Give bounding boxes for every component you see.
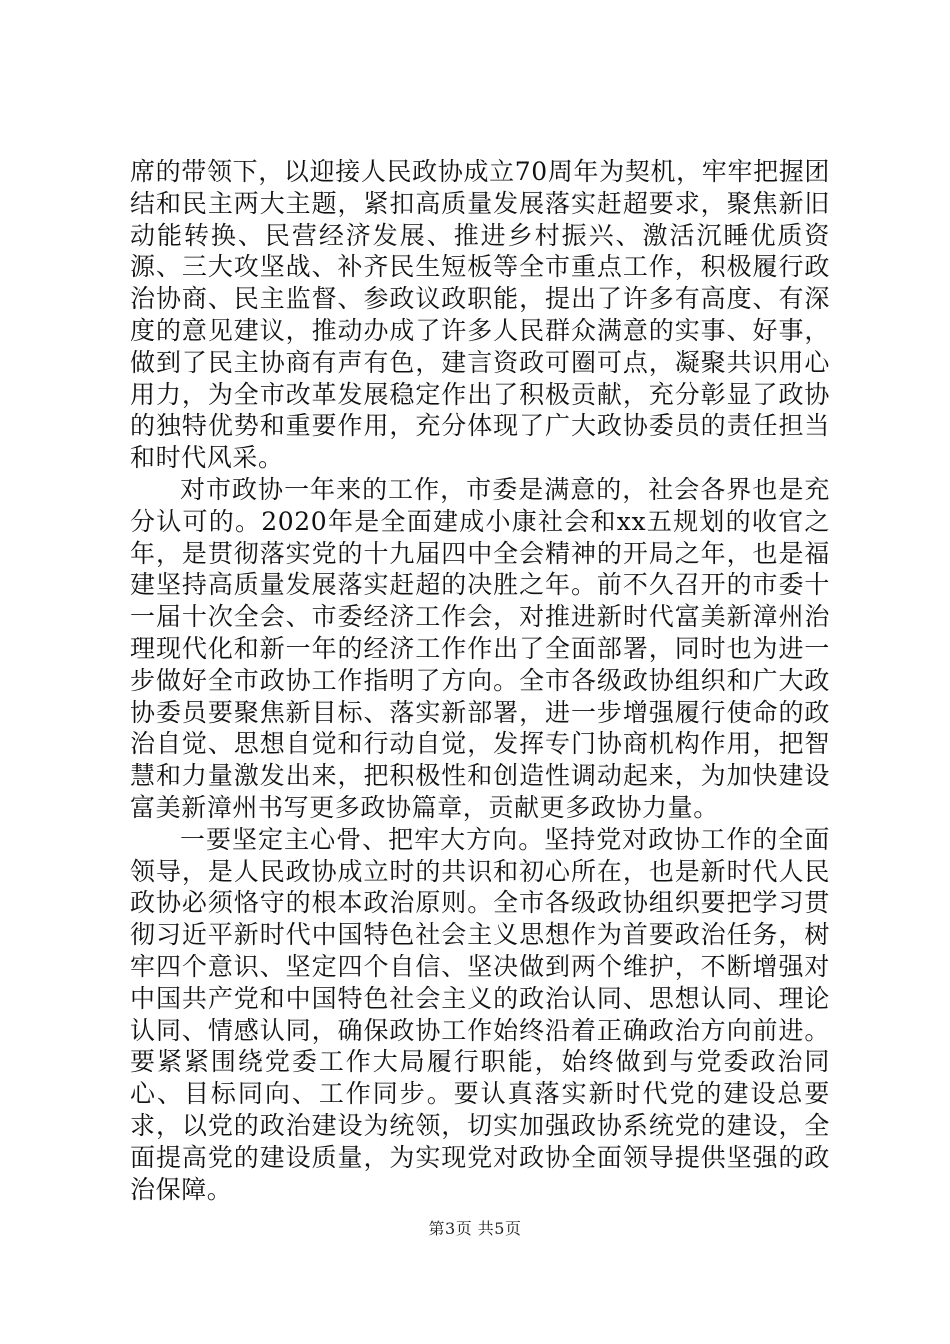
paragraph-1: 席的带领下，以迎接人民政协成立70周年为契机，牢牢把握团结和民主两大主题，紧扣高质量发展落实赶超要求，聚焦新旧动能转换、民营经济发展、推进乡村振兴、激活沉睡优质资源、三大攻坚战、补齐民生短板等全市重点工作，积极履行政治协商、民主监督、参政议政职能，提出了许多有高度、有深度的意见建议，推动办成了许多人民群众满意的实事、好事，做到了民主协商有声有色，建言资政可圈可点，凝聚共识用心用力，为全市改革发展稳定作出了积极贡献，充分彰显了政协的独特优势和重要作用，充分体现了广大政协委员的责任担当和时代风采。 — [130, 157, 830, 473]
paragraph-3: 一要坚定主心骨、把牢大方向。坚持党对政协工作的全面领导，是人民政协成立时的共识和初心所在，也是新时代人民政协必须恪守的根本政治原则。全市各级政协组织要把学习贯彻习近平新时代中国特色社会主义思想作为首要政治任务，树牢四个意识、坚定四个自信、坚决做到两个维护，不断增强对中国共产党和中国特色社会主义的政治认同、思想认同、理论认同、情感认同，确保政协工作始终沿着正确政治方向前进。要紧紧围绕党委工作大局履行职能，始终做到与党委政治同心、目标同向、工作同步。要认真落实新时代党的建设总要求，以党的政治建设为统领，切实加强政协系统党的建设，全面提高党的建设质量，为实现党对政协全面领导提供坚强的政治保障。 — [130, 824, 830, 1204]
body-text — [130, 156, 830, 1205]
paragraph-2: 对市政协一年来的工作，市委是满意的，社会各界也是充分认可的。2020年是全面建成小康社会和xx五规划的收官之年，是贯彻落实党的十九届四中全会精神的开局之年，也是福建坚持高质量发展落实赶超的决胜之年。前不久召开的市委十一届十次全会、市委经济工作会，对推进新时代富美新漳州治理现代化和新一年的经济工作作出了全面部署，同时也为进一步做好全市政协工作指明了方向。全市各级政协组织和广大政协委员要聚焦新目标、落实新部署，进一步增强履行使命的政治自觉、思想自觉和行动自觉，发挥专门协商机构作用，把智慧和力量激发出来，把积极性和创造性调动起来，为加快建设富美新漳州书写更多政协篇章，贡献更多政协力量。 — [130, 474, 830, 822]
page-number-footer: 第3页 共5页 — [428, 1219, 522, 1238]
